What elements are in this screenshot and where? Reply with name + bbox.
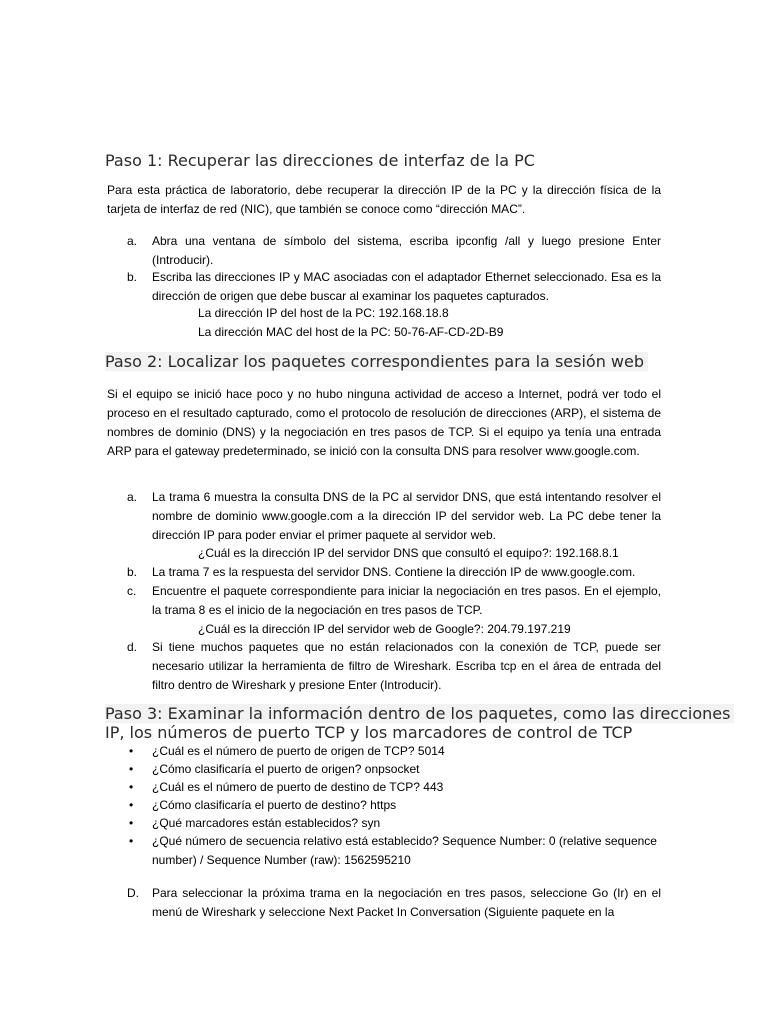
- step1-heading: Paso 1: Recuperar las direcciones de interfaz de la PC: [105, 151, 535, 170]
- list-item-text: La trama 7 es la respuesta del servidor DNS. Contiene la dirección IP de www.google.com.: [152, 565, 636, 579]
- pc-ip-address: La dirección IP del host de la PC: 192.168.18.8: [198, 306, 449, 320]
- step3-heading-line1: Paso 3: Examinar la información dentro de los paquetes, como las direcciones: [105, 704, 734, 723]
- pc-mac-address: La dirección MAC del host de la PC: 50-76-AF-CD-2D-B9: [198, 325, 504, 339]
- web-server-question: ¿Cuál es la dirección IP del servidor web de Google?: 204.79.197.219: [198, 622, 571, 636]
- question-bullet: [107, 760, 661, 779]
- bullet-icon: •: [129, 816, 134, 830]
- step2-item-d: [107, 638, 661, 695]
- list-item-text: Si tiene muchos paquetes que no están relacionados con la conexión de TCP, puede ser necesario utilizar la herramienta de filtro de Wireshark. Escriba tcp en el área de entrada del filtro dentro de Wireshark y presione Enter (Introducir).: [152, 640, 661, 692]
- bullet-icon: •: [129, 798, 134, 812]
- question-bullet: [107, 778, 661, 797]
- list-marker: D.: [127, 886, 139, 900]
- list-marker: a.: [127, 490, 138, 504]
- bullet-text: ¿Cuál es el número de puerto de destino de TCP? 443: [152, 780, 444, 794]
- step1-item-b: [107, 268, 661, 306]
- question-bullet: [107, 832, 661, 870]
- list-item-text: La trama 6 muestra la consulta DNS de la PC al servidor DNS, que está intentando resolver el nombre de dominio www.google.com a la dirección IP del servidor web. La PC debe tener la dirección IP para poder enviar el primer paquete al servidor web.: [152, 490, 661, 542]
- bullet-text: ¿Cómo clasificaría el puerto de origen? onpsocket: [152, 762, 420, 776]
- list-item-text: Encuentre el paquete correspondiente para iniciar la negociación en tres pasos. En el ejemplo, la trama 8 es el inicio de la negociación en tres pasos de TCP.: [152, 584, 661, 617]
- list-item-text: Escriba las direcciones IP y MAC asociadas con el adaptador Ethernet seleccionado. Esa es la dirección de origen que debe buscar al examinar los paquetes capturados.: [152, 270, 661, 303]
- list-item-text: Para seleccionar la próxima trama en la negociación en tres pasos, seleccione Go (Ir) en el menú de Wireshark y seleccione Next Packet In Conversation (Siguiente paquete en la: [152, 886, 661, 919]
- step2-item-b: [107, 563, 661, 582]
- step2-intro: Si el equipo se inició hace poco y no hubo ninguna actividad de acceso a Internet, podrá ver todo el proceso en el resultado capturado, como el protocolo de resolución de direcciones (ARP), el sistema de nombres de dominio (DNS) y la negociación en tres pasos de TCP. Si el equipo ya tenía una entrada ARP para el gateway predeterminado, se inició con la consulta DNS para resolver www.google.com.: [107, 387, 661, 458]
- step3-item-D: [107, 884, 661, 922]
- list-marker: a.: [127, 234, 138, 248]
- list-marker: d.: [127, 640, 138, 654]
- question-bullet: [107, 814, 661, 833]
- step3-heading-line2: IP, los números de puerto TCP y los marcadores de control de TCP: [105, 723, 633, 742]
- bullet-text: ¿Qué marcadores están establecidos? syn: [152, 816, 381, 830]
- list-marker: b.: [127, 270, 138, 284]
- step1-intro: Para esta práctica de laboratorio, debe recuperar la dirección IP de la PC y la dirección física de la tarjeta de interfaz de red (NIC), que también se conoce como “dirección MAC”.: [107, 183, 661, 216]
- list-marker: c.: [127, 584, 137, 598]
- bullet-text: ¿Qué número de secuencia relativo está establecido? Sequence Number: 0 (relative sequence number) / Sequence Number (raw): 1562595210: [152, 834, 657, 867]
- question-bullet: [107, 796, 661, 815]
- list-marker: b.: [127, 565, 138, 579]
- dns-server-question: ¿Cuál es la dirección IP del servidor DNS que consultó el equipo?: 192.168.8.1: [198, 546, 619, 560]
- step1-item-a: [107, 232, 661, 270]
- step2-item-a: [107, 488, 661, 545]
- bullet-icon: •: [129, 834, 134, 848]
- question-bullet: [107, 742, 661, 761]
- step2-item-c: [107, 582, 661, 620]
- bullet-icon: •: [129, 744, 134, 758]
- bullet-text: ¿Cómo clasificaría el puerto de destino? https: [152, 798, 397, 812]
- bullet-text: ¿Cuál es el número de puerto de origen de TCP? 5014: [152, 744, 445, 758]
- bullet-icon: •: [129, 762, 134, 776]
- bullet-icon: •: [129, 780, 134, 794]
- step2-heading: Paso 2: Localizar los paquetes correspondientes para la sesión web: [105, 352, 648, 371]
- list-item-text: Abra una ventana de símbolo del sistema, escriba ipconfig /all y luego presione Enter (Introducir).: [152, 234, 661, 267]
